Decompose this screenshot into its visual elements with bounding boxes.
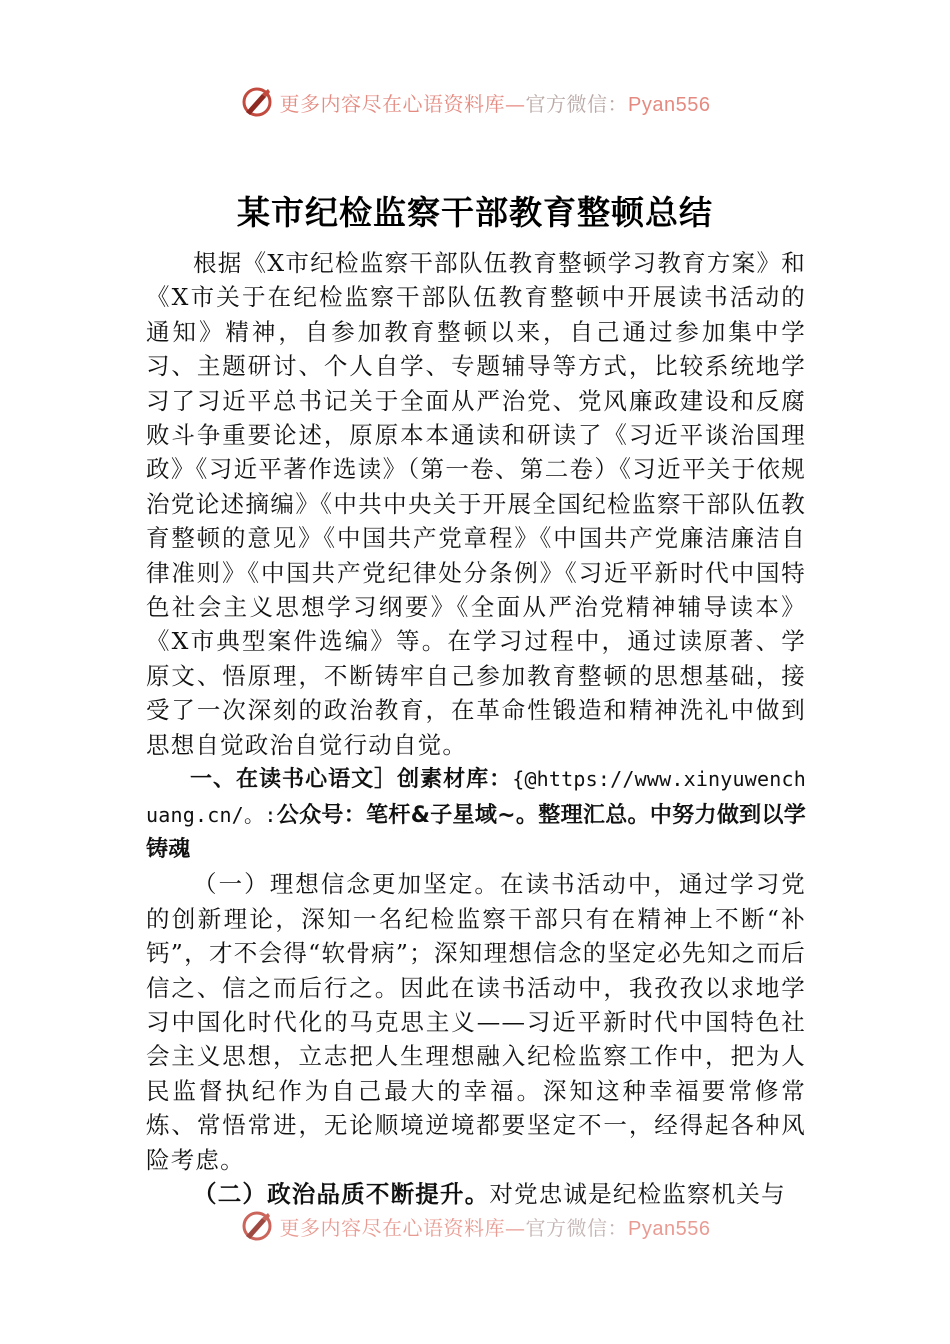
header-banner — [0, 80, 950, 124]
header-banner-id: Pyan556 — [628, 93, 711, 116]
footer-banner-text — [280, 1212, 711, 1241]
header-banner-main: 更多内容尽在心语资料库— — [279, 91, 526, 116]
section-heading-1-part1: 一、在读书心语文］创素材库： — [190, 767, 513, 793]
subsection-1-lead: （一）理想信念更加坚定。 — [193, 870, 500, 899]
subsection-1-paragraph — [146, 867, 806, 1177]
footer-banner-main: 更多内容尽在心语资料库— — [279, 1215, 526, 1240]
header-banner-wechat: 官方微信： — [525, 91, 629, 116]
footer-banner — [0, 1204, 950, 1248]
pen-circle-logo-icon — [240, 85, 274, 119]
section-heading-1 — [146, 762, 806, 867]
footer-banner-id: Pyan556 — [628, 1217, 711, 1240]
footer-banner-wechat: 官方微信： — [525, 1215, 629, 1240]
subsection-2-text: 对党忠诚是纪检监察机关与 — [489, 1179, 786, 1208]
intro-paragraph: 根据《X市纪检监察干部队伍教育整顿学习教育方案》和《X市关于在纪检监察干部队伍教育整顿中开展读书活动的通知》精神，自参加教育整顿以来，自己通过参加集中学习、主题研讨、个人自学、专题辅导等方式，比较系统地学习了习近平总书记关于全面从严治党、党风廉政建设和反腐败斗争重要论述，原原本本通读和研读了《习近平谈治国理政》《习近平著作选读》（第一卷、第二卷）《习近平关于依规治党论述摘编》《中共中央关于开展全国纪检监察干部队伍教育整顿的意见》《中国共产党章程》《中国共产党廉洁廉洁自律准则》《中国共产党纪律处分条例》《习近平新时代中国特色社会主义思想学习纲要》《全面从严治党精神辅导读本》《X市典型案件选编》等。在学习过程中，通过读原著、学原文、悟原理，不断铸牢自己参加教育整顿的思想基础，接受了一次深刻的政治教育，在革命性锻造和精神洗礼中做到思想自觉政治自觉行动自觉。 — [146, 249, 806, 759]
subsection-2-lead: （二）政治品质不断提升。 — [193, 1179, 490, 1208]
document-body — [146, 246, 806, 1211]
subsection-1-text: 在读书活动中，通过学习党的创新理论，深知一名纪检监察干部只有在精神上不断“补钙”，才不会得“软骨病”；深知理想信念的坚定必先知之而后信之、信之而后行之。因此在读书活动中，我孜孜以求地学习中国化时代化的马克思主义——习近平新时代中国特色社会主义思想，立志把人生理想融入纪检监察工作中，把为人民监督执纪作为自己最大的幸福。深知这种幸福要常修常炼、常悟常进，无论顺境逆境都要坚定不一，经得起各种风险考虑。 — [146, 870, 806, 1174]
header-banner-text — [280, 88, 711, 117]
section-heading-1-url: {@https://www.xinyuwenchuang.cn/。: — [146, 767, 806, 827]
section-heading-1-part2: 公众号：笔杆&子星域~。整理汇总。中努力做到以学铸魂 — [146, 802, 807, 862]
document-title: 某市纪检监察干部教育整顿总结 — [237, 193, 713, 232]
pen-circle-logo-icon — [240, 1209, 274, 1243]
